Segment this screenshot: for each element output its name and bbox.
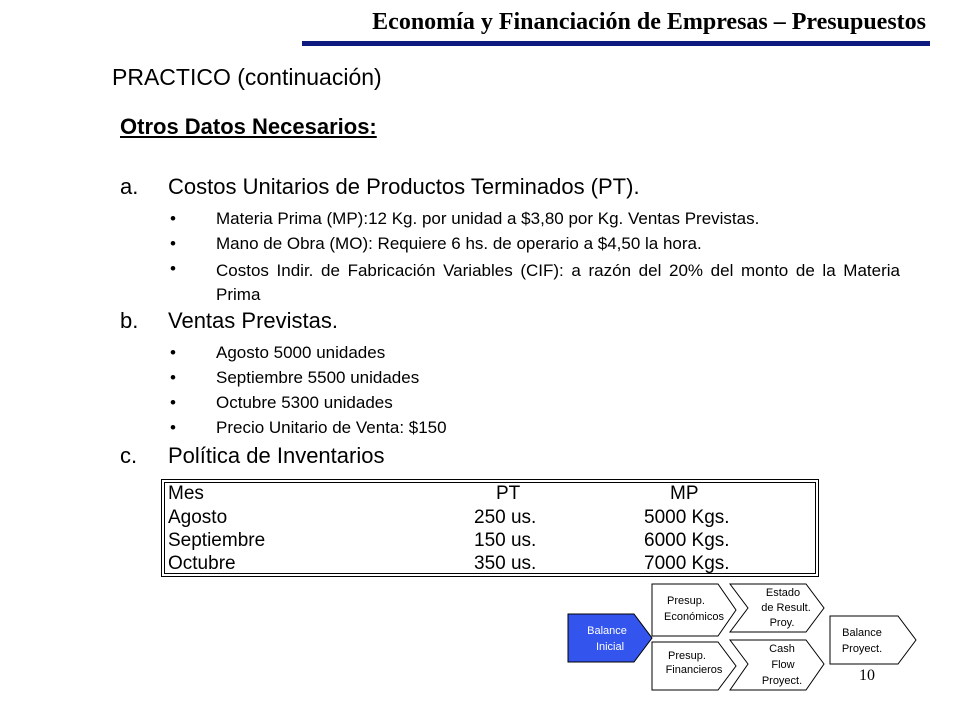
page-number: 10	[859, 667, 875, 684]
slide-subtitle: PRACTICO (continuación)	[112, 64, 382, 90]
node-label: Presup.	[667, 595, 705, 607]
node-label: Flow	[771, 659, 795, 671]
flow-node-presup-economicos[interactable]	[652, 584, 736, 636]
list-item-text: Costos Indir. de Fabricación Variables (CIF): a razón del 20% del monto de la Materia Prima	[216, 261, 900, 304]
item-letter: b.	[120, 308, 139, 333]
table-cell: 6000 Kgs.	[644, 530, 730, 551]
node-label: Estado	[765, 587, 801, 599]
node-label: Inicial	[595, 641, 625, 653]
flow-node-cash-flow[interactable]	[730, 640, 824, 690]
flow-node-presup-financieros[interactable]	[652, 642, 736, 690]
node-label: Financieros	[665, 664, 723, 676]
table-header-mes: Mes	[168, 483, 204, 504]
item-heading: Ventas Previstas.	[168, 308, 338, 333]
node-label: Balance	[842, 627, 882, 639]
table-cell: 150 us.	[474, 530, 537, 551]
bullet-icon: •	[170, 209, 176, 228]
flow-node-balance-proyect[interactable]	[830, 616, 916, 664]
table-cell: 7000 Kgs.	[644, 553, 730, 574]
header-title: Economía y Financiación de Empresas – Presupuestos	[372, 9, 926, 35]
item-heading: Política de Inventarios	[168, 443, 385, 468]
section-title: Otros Datos Necesarios:	[120, 114, 377, 139]
bullet-icon: •	[170, 418, 176, 437]
node-label: Proy.	[769, 617, 795, 629]
node-label: Presup.	[668, 650, 706, 662]
item-letter: c.	[120, 443, 138, 468]
bullet-icon: •	[170, 393, 176, 412]
table-header-mp: MP	[670, 483, 699, 504]
flow-node-balance-inicial[interactable]	[568, 614, 652, 662]
table-cell: Octubre	[168, 553, 236, 574]
bullet-icon: •	[170, 234, 176, 253]
node-label: Económicos	[664, 611, 724, 623]
node-label: Proyect.	[841, 643, 883, 655]
node-label: de Result.	[761, 602, 811, 614]
node-label: Cash	[769, 643, 795, 655]
item-letter: a.	[120, 174, 139, 199]
bullet-icon: •	[170, 368, 176, 387]
table-cell: 5000 Kgs.	[644, 507, 730, 528]
item-heading: Costos Unitarios de Productos Terminados (PT).	[168, 174, 640, 199]
bullet-icon: •	[170, 343, 176, 362]
node-label: Balance	[587, 625, 627, 637]
node-label: Proyect.	[761, 675, 803, 687]
bullet-icon: •	[170, 259, 176, 278]
table-cell: Agosto	[168, 507, 228, 528]
table-cell: Septiembre	[168, 530, 266, 551]
table-cell: 350 us.	[474, 553, 537, 574]
table-cell: 250 us.	[474, 507, 537, 528]
flow-node-estado-result[interactable]	[730, 584, 824, 632]
table-header-pt: PT	[496, 483, 521, 504]
